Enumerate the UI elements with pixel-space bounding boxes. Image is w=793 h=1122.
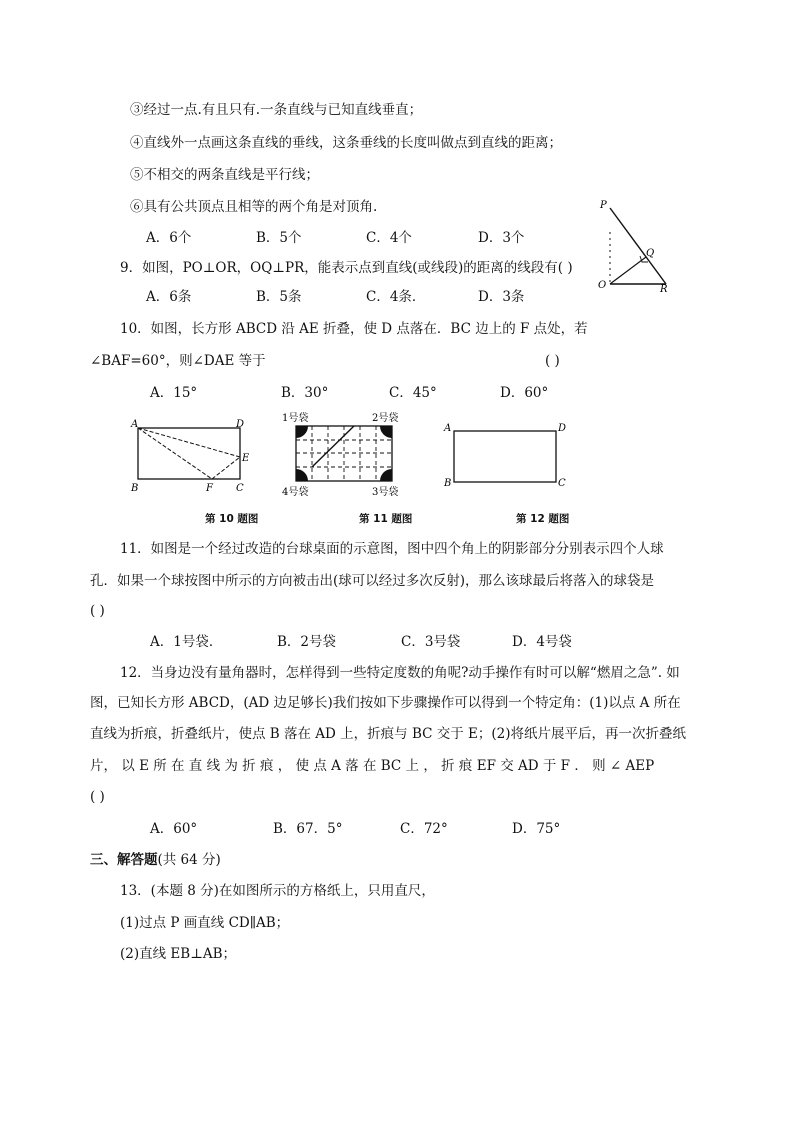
fig12-caption: 第 12 题图	[516, 513, 570, 525]
q9-option-c: C．4条．	[366, 289, 426, 305]
fig11-label-3: 3号袋	[372, 487, 399, 498]
q13-line-1: 13．(本题 8 分)在如图所示的方格纸上，只用直尺，	[120, 883, 435, 899]
q8-option-d: D．3个	[478, 230, 525, 246]
statement-5: ⑤不相交的两条直线是平行线；	[130, 167, 319, 183]
fig12-diagram	[438, 415, 578, 495]
fig10-caption: 第 10 题图	[205, 513, 259, 525]
q10-option-b: B．30°	[281, 385, 329, 401]
fig10-diagram	[128, 415, 258, 495]
q12-option-b: B．67．5°	[273, 821, 343, 837]
q12-option-d: D．75°	[512, 821, 561, 837]
pocket-3-icon	[380, 469, 392, 481]
fig11-diagram	[278, 408, 408, 498]
fig12-label-c: C	[558, 478, 566, 489]
statement-3: ③经过一点.有且只有.一条直线与已知直线垂直；	[130, 102, 423, 118]
section-3-heading	[90, 851, 221, 869]
q10-option-d: D．60°	[500, 385, 549, 401]
fig10-label-c: C	[236, 483, 244, 494]
q11-line-1: 11．如图是一个经过改造的台球桌面的示意图，图中四个角上的阴影部分分别表示四个人球	[120, 541, 664, 557]
fig11-label-1: 1号袋	[282, 413, 309, 424]
q10-line-1: 10．如图，长方形 ABCD 沿 AE 折叠，使 D 点落在．BC 边上的 F 点处，若	[120, 321, 588, 337]
q11-option-b: B．2号袋	[277, 634, 337, 650]
q8-option-b: B．5个	[256, 230, 302, 246]
q12-line-4: 片， 以 E 所 在 直 线 为 折 痕 ， 使 点 A 落 在 BC 上 ， 折 痕 EF 交 AD 于 F ． 则 ∠ AEP	[90, 758, 655, 774]
pocket-4-icon	[296, 469, 308, 481]
fig10-label-d: D	[236, 419, 245, 430]
section-3-suffix: (共 64 分)	[157, 852, 221, 868]
q9-text: 9．如图，PO⊥OR，OQ⊥PR，能表示点到直线(或线段)的距离的线段有( )	[120, 260, 573, 276]
q11-option-d: D．4号袋	[512, 634, 572, 650]
fig12-label-b: B	[444, 478, 452, 489]
q13-line-3: (2)直线 EB⊥AB；	[120, 946, 237, 962]
fig10-label-b: B	[131, 483, 139, 494]
q9-figure	[596, 196, 686, 296]
q9-label-p: P	[600, 200, 607, 211]
q9-option-d: D．3条	[478, 289, 525, 305]
q9-option-b: B．5条	[256, 289, 302, 305]
pocket-2-icon	[380, 426, 392, 438]
q12-option-a: A．60°	[150, 821, 198, 837]
fig10-label-e: E	[242, 453, 250, 464]
section-3-title: 三、解答题	[90, 852, 158, 868]
q12-line-5: ( )	[90, 789, 105, 805]
q10-paren: ( )	[545, 353, 560, 369]
q11-line-3: ( )	[90, 603, 105, 619]
q9-label-r: R	[660, 284, 668, 295]
q12-line-1: 12．当身边没有量角器时，怎样得到一些特定度数的角呢?动手操作有时可以解“燃眉之急”. 如	[120, 665, 680, 681]
q10-option-c: C．45°	[389, 385, 437, 401]
q12-line-3: 直线为折痕，折叠纸片，使点 B 落在 AD 上，折痕与 BC 交于 E；(2)将纸片展平后，再一次折叠纸	[90, 726, 687, 742]
q12-option-c: C．72°	[400, 821, 448, 837]
q11-option-a: A．1号袋．	[150, 634, 223, 650]
pocket-1-icon	[296, 426, 308, 438]
q10-line-2: ∠BAF=60°，则∠DAE 等于	[90, 353, 266, 369]
q8-option-c: C．4个	[366, 230, 412, 246]
q11-option-c: C．3号袋	[401, 634, 461, 650]
q8-option-a: A．6个	[146, 230, 192, 246]
q9-option-a: A．6条	[146, 289, 192, 305]
fig11-label-4: 4号袋	[282, 487, 309, 498]
q9-label-o: O	[598, 280, 607, 291]
fig10-label-f: F	[206, 483, 213, 494]
q12-line-2: 图，已知长方形 ABCD，(AD 边足够长)我们按如下步骤操作可以得到一个特定角：(1)以点 A 所在	[90, 695, 681, 711]
fig10-label-a: A	[131, 419, 139, 430]
fig11-caption: 第 11 题图	[359, 513, 413, 525]
fig11-label-2: 2号袋	[372, 413, 399, 424]
q9-label-q: Q	[646, 248, 655, 259]
fig12-label-a: A	[444, 423, 452, 434]
statement-6: ⑥具有公共顶点且相等的两个角是对顶角.	[130, 199, 378, 215]
q10-option-a: A．15°	[150, 385, 198, 401]
q13-line-2: (1)过点 P 画直线 CD∥AB；	[120, 915, 290, 931]
q11-line-2: 孔．如果一个球按图中所示的方向被击出(球可以经过多次反射)，那么该球最后将落入的球袋是	[90, 573, 655, 589]
fig12-label-d: D	[558, 423, 567, 434]
statement-4: ④直线外一点画这条直线的垂线，这条垂线的长度叫做点到直线的距离；	[130, 135, 562, 151]
